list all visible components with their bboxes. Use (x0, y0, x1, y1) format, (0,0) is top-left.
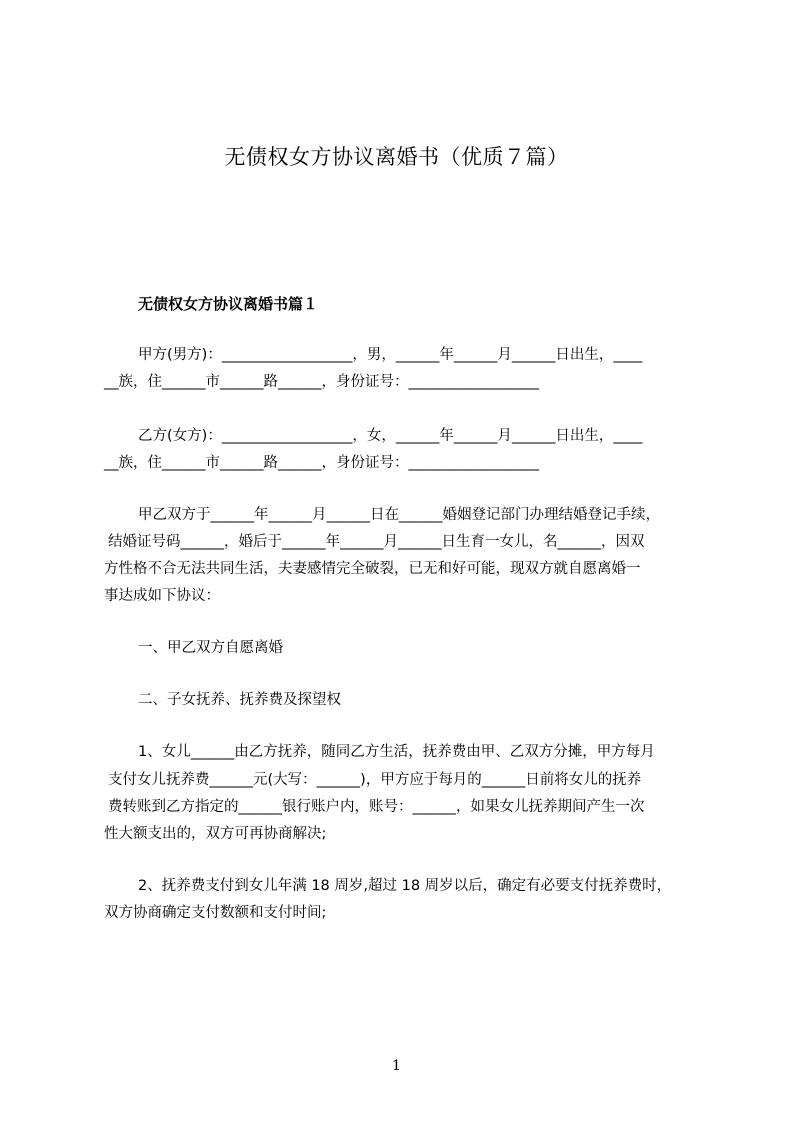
clause-1: 一、甲乙双方自愿离婚 (138, 640, 283, 656)
party-a-line-2: __族，住______市______路______，身份证号：__________________ (104, 374, 539, 390)
item-2-line-1: 2、抚养费支付到女儿年满 18 周岁,超过 18 周岁以后，确定有必要支付抚养费时， (138, 878, 672, 894)
item-1-line-1: 1、女儿______由乙方抚养，随同乙方生活，抚养费由甲、乙双方分摊，甲方每月 (138, 744, 655, 760)
item-2-line-2: 双方协商确定支付数额和支付时间; (104, 905, 327, 921)
document-title: 无债权女方协议离婚书（优质７篇） (224, 145, 569, 169)
intro-line-3: 方性格不合无法共同生活，夫妻感情完全破裂，已无和好可能，现双方就自愿离婚一 (104, 561, 641, 577)
section-title: 无债权女方协议离婚书篇１ (138, 295, 319, 313)
page-number: 1 (392, 1058, 401, 1074)
item-1-line-2: 支付女儿抚养费______元(大写：______)，甲方应于每月的______日前将女儿的抚养 (108, 772, 642, 788)
item-1-line-3: 费转账到乙方指定的______银行账户内，账号：______，如果女儿抚养期间产生一次 (108, 799, 645, 815)
intro-line-1: 甲乙双方于______年______月______日在______婚姻登记部门办理结婚登记手续， (138, 507, 660, 523)
intro-line-2: 结婚证号码______，婚后于______年______月______日生育一女儿，名______，因双 (108, 534, 645, 550)
party-b-line-2: __族，住______市______路______，身份证号：__________________ (104, 455, 539, 471)
party-b-line-1: 乙方(女方)：__________________，女，______年______月______日出生，____ (138, 428, 643, 444)
clause-2: 二、子女抚养、抚养费及探望权 (138, 692, 341, 708)
intro-line-4: 事达成如下协议： (104, 588, 220, 604)
item-1-line-4: 性大额支出的，双方可再协商解决; (104, 826, 327, 842)
party-a-line-1: 甲方(男方)：__________________，男，______年______月______日出生，____ (138, 347, 643, 363)
